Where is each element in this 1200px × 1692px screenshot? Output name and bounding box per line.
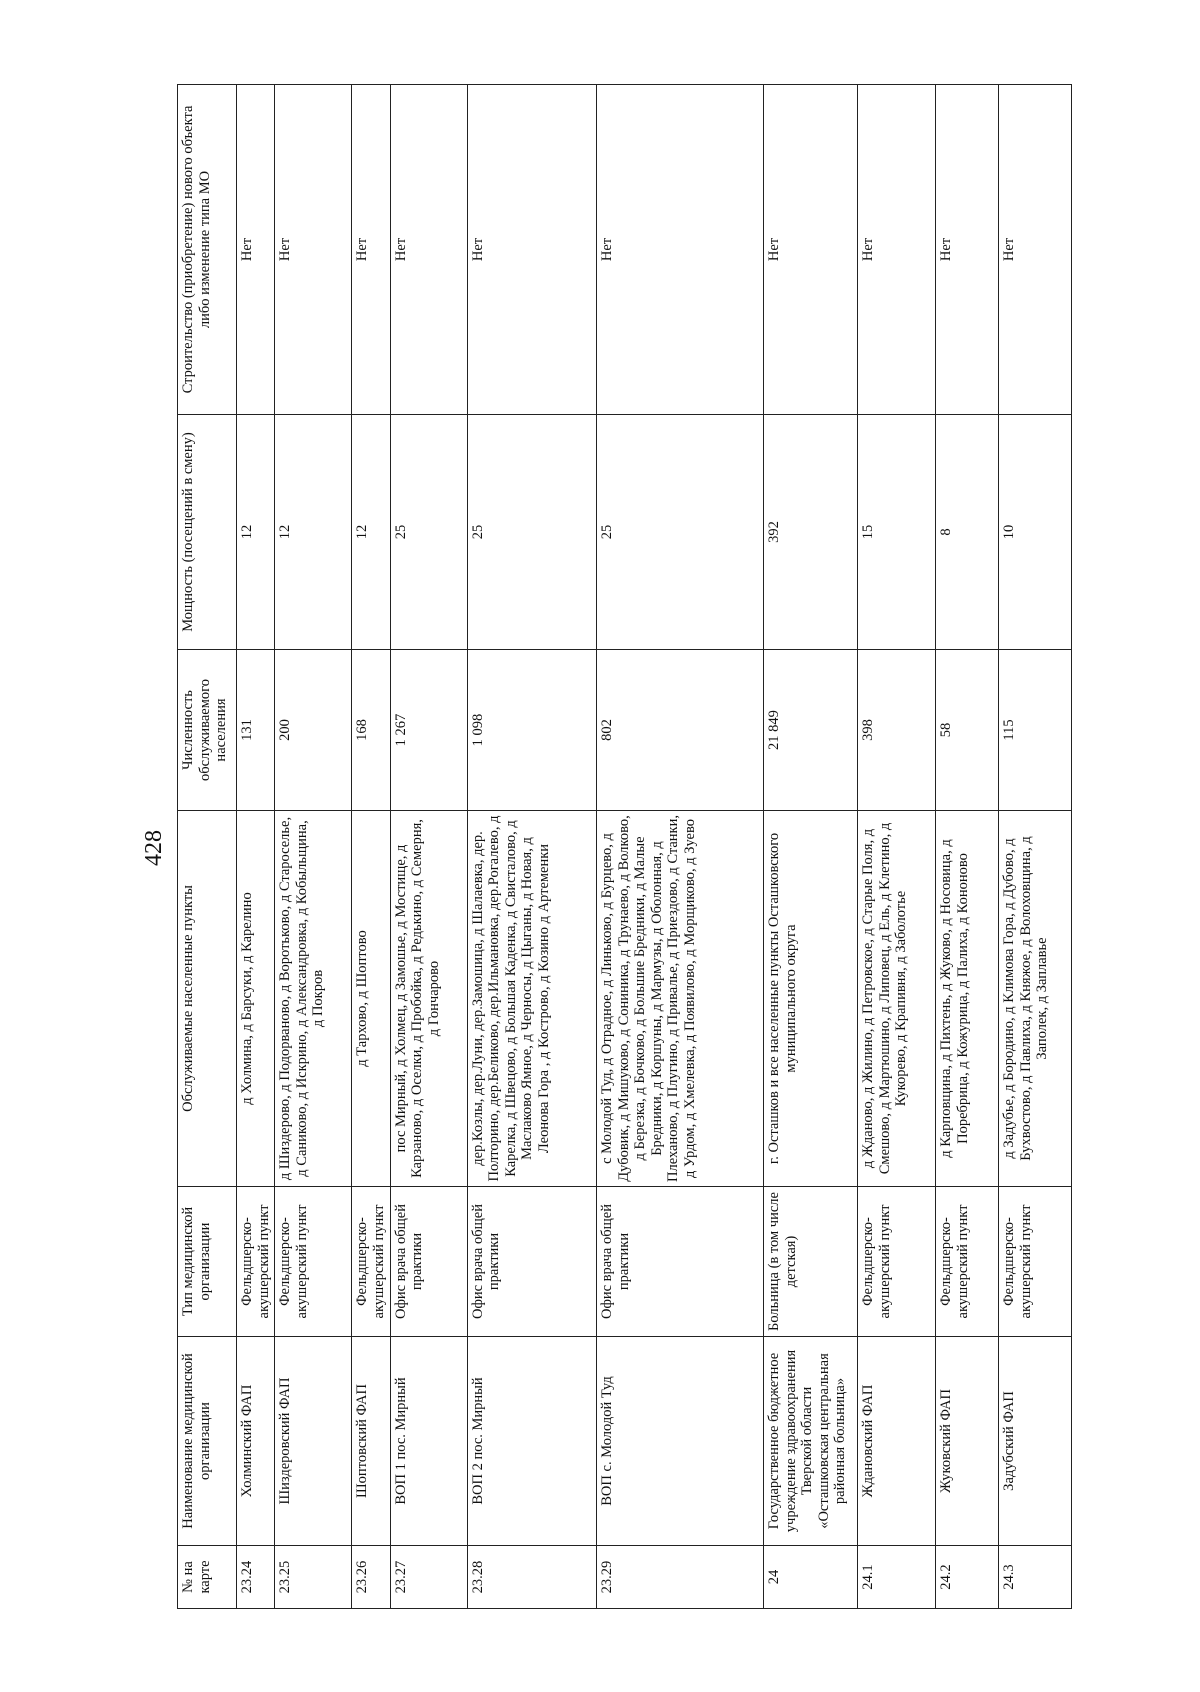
- cell-settlements: д Холмина, д Барсуки, д Карелино: [237, 811, 275, 1187]
- cell-population: 802: [597, 650, 764, 811]
- cell-construction: Нет: [352, 85, 390, 415]
- cell-settlements: пос Мирный, д Холмец, д Замошье, д Мостище, д Карзаново, д Оселки, д Пробойка, д Редькино, д Семерня, д Гончарово: [390, 811, 467, 1187]
- cell-capacity: 15: [858, 415, 936, 650]
- cell-org-name: Задубский ФАП: [999, 1337, 1072, 1546]
- cell-org-type: Офис врача общей практики: [390, 1187, 467, 1337]
- cell-settlements: с Молодой Туд, д Отрадное, д Линьково, д Бурцево, д Дубовик, д Мишуково, д Сониника, д Трунаево, д Волково, д Березка, д Бочково, д Большие Бредники, д Малые Бредники, д Коршуны, д Мармузы, д Оболонная, д Плеханово, д Плугино, д Привалье, д Приездово, д Станки, д Урдом, д Хмелевка, д Появилово, д Морщиково, д Зуево: [597, 811, 764, 1187]
- table-row: [764, 85, 858, 1609]
- cell-org-name: ВОП 1 пос. Мирный: [390, 1337, 467, 1546]
- cell-construction: Нет: [999, 85, 1072, 415]
- cell-construction: Нет: [237, 85, 275, 415]
- table-row: [237, 85, 275, 1609]
- header-construction: Строительство (приобретение) нового объекта либо изменение типа МО: [178, 85, 237, 415]
- cell-org-name: Жуковский ФАП: [936, 1337, 999, 1546]
- cell-org-type: Фельдшерско-акушерский пункт: [936, 1187, 999, 1337]
- cell-org-type: Офис врача общей практики: [467, 1187, 597, 1337]
- cell-capacity: 12: [352, 415, 390, 650]
- cell-population: 398: [858, 650, 936, 811]
- cell-map-number: 23.29: [597, 1546, 764, 1609]
- header-population: Численность обслуживаемого населения: [178, 650, 237, 811]
- header-org-name: Наименование медицинской организации: [178, 1337, 237, 1546]
- cell-org-type: Фельдшерско-акушерский пункт: [352, 1187, 390, 1337]
- cell-capacity: 8: [936, 415, 999, 650]
- cell-map-number: 23.24: [237, 1546, 275, 1609]
- cell-org-type: Фельдшерско-акушерский пункт: [999, 1187, 1072, 1337]
- table-row: [390, 85, 467, 1609]
- header-capacity: Мощность (посещений в смену): [178, 415, 237, 650]
- cell-capacity: 10: [999, 415, 1072, 650]
- cell-org-type: Больница (в том числе детская): [764, 1187, 858, 1337]
- cell-map-number: 23.26: [352, 1546, 390, 1609]
- cell-population: 21 849: [764, 650, 858, 811]
- cell-construction: Нет: [858, 85, 936, 415]
- table-row: [936, 85, 999, 1609]
- cell-org-name: Ждановский ФАП: [858, 1337, 936, 1546]
- cell-capacity: 25: [467, 415, 597, 650]
- table-container: [177, 85, 1072, 1609]
- cell-map-number: 24: [764, 1546, 858, 1609]
- table-row: [858, 85, 936, 1609]
- cell-org-type: Фельдшерско-акушерский пункт: [275, 1187, 352, 1337]
- cell-population: 131: [237, 650, 275, 811]
- cell-population: 200: [275, 650, 352, 811]
- cell-population: 58: [936, 650, 999, 811]
- cell-org-type: Фельдшерско-акушерский пункт: [237, 1187, 275, 1337]
- cell-map-number: 24.2: [936, 1546, 999, 1609]
- cell-construction: Нет: [275, 85, 352, 415]
- cell-org-name: ВОП с. Молодой Туд: [597, 1337, 764, 1546]
- medical-organizations-table: [177, 84, 1072, 1609]
- cell-population: 1 267: [390, 650, 467, 811]
- cell-capacity: 12: [237, 415, 275, 650]
- cell-org-type: Офис врача общей практики: [597, 1187, 764, 1337]
- cell-settlements: д Задубье, д Бородино, д Климова Гора, д Дубово, д Бухвостово, д Павлиха, д Княжое, д Волоховщина, д Заполек, д Заплавье: [999, 811, 1072, 1187]
- table-header-row: [178, 85, 237, 1609]
- header-org-type: Тип медицинской организации: [178, 1187, 237, 1337]
- table-row: [999, 85, 1072, 1609]
- cell-construction: Нет: [764, 85, 858, 415]
- cell-settlements: дер.Козлы, дер.Луни, дер.Замошица, д Шалаевка, дер. Полторино, дер.Беликово, дер.Ильмановка, дер.Рогалево, д Карелка, д Швецово, д Большая Каденка, д Свисталово, д Маслаково Ямное, д Черносы, д Цыганы, д Новая, д Леонова Гора , д Кострово, д Козино д Артеменки: [467, 811, 597, 1187]
- table-row: [275, 85, 352, 1609]
- cell-map-number: 23.27: [390, 1546, 467, 1609]
- cell-org-type: Фельдшерско-акушерский пункт: [858, 1187, 936, 1337]
- cell-construction: Нет: [467, 85, 597, 415]
- cell-settlements: д Карповщина, д Пихтень, д Жуково, д Носовица, д Поребрица, д Кожурица, д Палиха, д Кононово: [936, 811, 999, 1187]
- cell-map-number: 24.1: [858, 1546, 936, 1609]
- header-map-number: № на карте: [178, 1546, 237, 1609]
- cell-org-name: Государственное бюджетное учреждение здравоохранения Тверской области «Осташковская центральная районная больница»: [764, 1337, 858, 1546]
- cell-construction: Нет: [936, 85, 999, 415]
- cell-org-name: Шоптовский ФАП: [352, 1337, 390, 1546]
- cell-settlements: д Шиздерово, д Подорваново, д Воротьково, д Староселье, д Саниково, д Искрино, д Александровка, д Кобыльщина, д Покров: [275, 811, 352, 1187]
- cell-population: 168: [352, 650, 390, 811]
- cell-population: 115: [999, 650, 1072, 811]
- cell-map-number: 23.25: [275, 1546, 352, 1609]
- cell-construction: Нет: [597, 85, 764, 415]
- cell-map-number: 24.3: [999, 1546, 1072, 1609]
- cell-settlements: д Тархово, д Шоптово: [352, 811, 390, 1187]
- header-settlements: Обслуживаемые населенные пункты: [178, 811, 237, 1187]
- cell-settlements: г. Осташков и все населенные пункты Осташковского муниципального округа: [764, 811, 858, 1187]
- cell-capacity: 392: [764, 415, 858, 650]
- cell-org-name: Шиздеровский ФАП: [275, 1337, 352, 1546]
- cell-capacity: 12: [275, 415, 352, 650]
- cell-org-name: Холминский ФАП: [237, 1337, 275, 1546]
- cell-capacity: 25: [390, 415, 467, 650]
- cell-org-name: ВОП 2 пос. Мирный: [467, 1337, 597, 1546]
- cell-settlements: д Жданово, д Жилино, д Петровское, д Старые Поля, д Смешово, д Мартюшино, д Липовец, д Ель, д Клетино, д Кукорево, д Крапивня, д Заболотье: [858, 811, 936, 1187]
- cell-map-number: 23.28: [467, 1546, 597, 1609]
- cell-capacity: 25: [597, 415, 764, 650]
- table-row: [467, 85, 597, 1609]
- table-row: [597, 85, 764, 1609]
- table-row: [352, 85, 390, 1609]
- cell-population: 1 098: [467, 650, 597, 811]
- page-number: 428: [141, 830, 167, 866]
- cell-construction: Нет: [390, 85, 467, 415]
